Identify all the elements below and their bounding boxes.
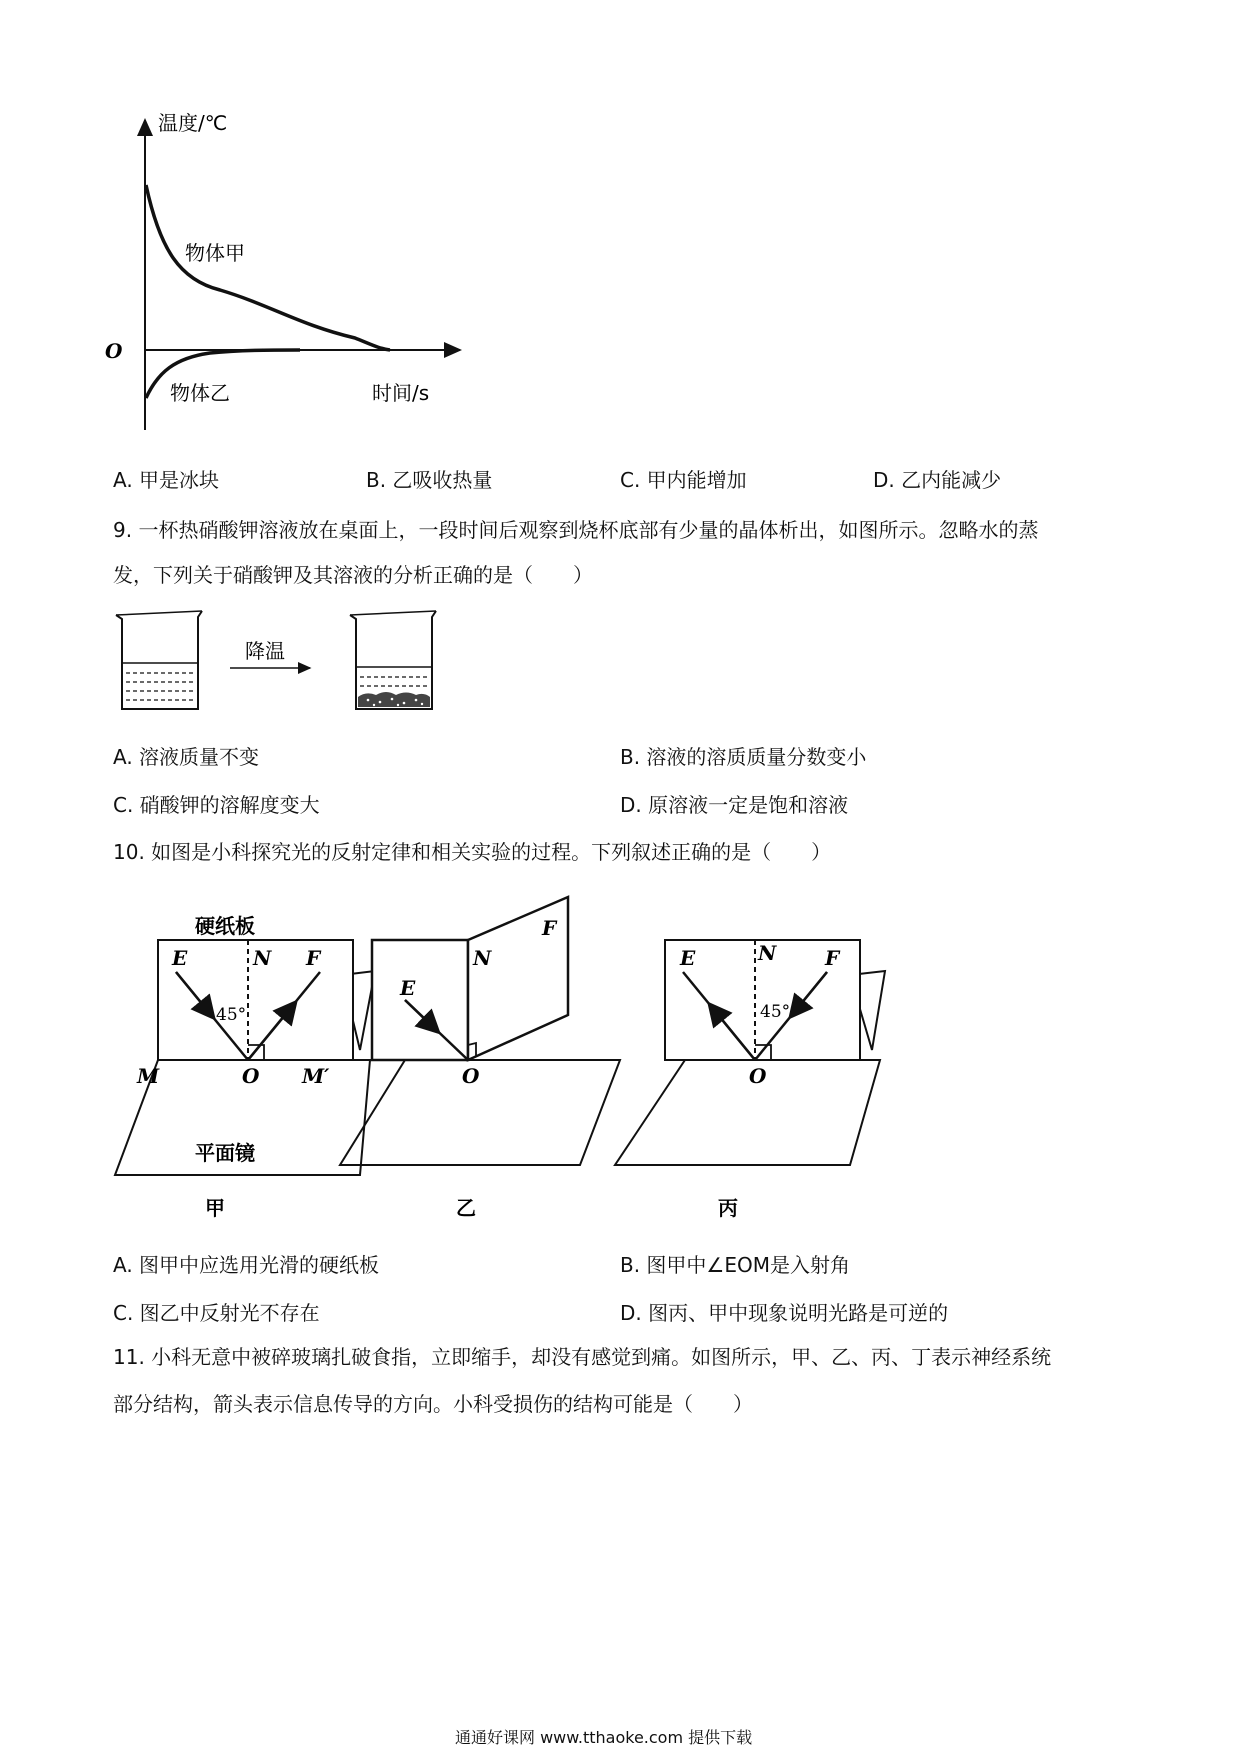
q9-option-b[interactable]: B. 溶液的溶质质量分数变小 <box>620 745 867 769</box>
figure-c <box>615 940 885 1220</box>
q10-option-c[interactable]: C. 图乙中反射光不存在 <box>113 1301 320 1325</box>
q9-stem-line2: 发，下列关于硝酸钾及其溶液的分析正确的是（ ） <box>113 563 593 587</box>
mirror-label: 平面镜 <box>195 1141 255 1165</box>
label-n-a: N <box>253 946 272 970</box>
figure-b <box>340 897 620 1220</box>
caption-c: 丙 <box>718 1196 738 1220</box>
q8-option-b[interactable]: B. 乙吸收热量 <box>366 468 493 492</box>
label-f-b: F <box>542 916 557 940</box>
q10-stem: 10. 如图是小科探究光的反射定律和相关实验的过程。下列叙述正确的是（ ） <box>113 840 832 864</box>
q9-option-a[interactable]: A. 溶液质量不变 <box>113 745 260 769</box>
label-o-c: O <box>749 1064 767 1088</box>
label-e-a: E <box>172 946 188 970</box>
beaker-cooling-figure <box>110 605 460 715</box>
label-o-b: O <box>462 1064 480 1088</box>
origin-label: O <box>105 339 123 363</box>
label-m-prime: M′ <box>302 1064 330 1088</box>
page-footer: 通通好课网 www.tthaoke.com 提供下载 <box>455 1728 753 1747</box>
q9-stem-line1: 9. 一杯热硝酸钾溶液放在桌面上，一段时间后观察到烧杯底部有少量的晶体析出，如图所示。忽略水的蒸 <box>113 518 1039 542</box>
curve-b-label: 物体乙 <box>170 381 230 405</box>
temperature-time-graph <box>100 110 500 440</box>
light-reflection-figures <box>110 885 910 1225</box>
label-f-c: F <box>825 946 840 970</box>
q9-option-d[interactable]: D. 原溶液一定是饱和溶液 <box>620 793 849 817</box>
q10-option-b[interactable]: B. 图甲中∠EOM是入射角 <box>620 1253 850 1277</box>
q9-option-c[interactable]: C. 硝酸钾的溶解度变大 <box>113 793 320 817</box>
cooling-label: 降温 <box>245 639 285 663</box>
cardboard-left-b <box>372 940 468 1060</box>
q8-option-c[interactable]: C. 甲内能增加 <box>620 468 747 492</box>
y-axis-label: 温度/℃ <box>158 111 228 135</box>
curve-a-label: 物体甲 <box>185 241 245 265</box>
figure-a <box>115 914 375 1220</box>
q11-stem-line1: 11. 小科无意中被碎玻璃扎破食指，立即缩手，却没有感觉到痛。如图所示，甲、乙、丙、丁表示神经系统 <box>113 1345 1052 1369</box>
label-e-b: E <box>400 976 416 1000</box>
q10-option-a[interactable]: A. 图甲中应选用光滑的硬纸板 <box>113 1253 380 1277</box>
label-o-a: O <box>242 1064 260 1088</box>
cardboard-label: 硬纸板 <box>195 914 255 938</box>
q10-option-d[interactable]: D. 图丙、甲中现象说明光路是可逆的 <box>620 1301 949 1325</box>
angle-label-c: 45° <box>760 1002 791 1022</box>
label-m: M <box>137 1064 160 1088</box>
beaker-before <box>116 611 202 709</box>
caption-a: 甲 <box>205 1196 225 1220</box>
q8-option-d[interactable]: D. 乙内能减少 <box>873 468 1002 492</box>
label-e-c: E <box>680 946 696 970</box>
caption-b: 乙 <box>456 1196 476 1220</box>
q8-option-a[interactable]: A. 甲是冰块 <box>113 468 220 492</box>
x-axis-label: 时间/s <box>372 381 430 405</box>
label-f-a: F <box>306 946 321 970</box>
label-n-c: N <box>758 941 777 965</box>
curve-object-a <box>146 185 390 350</box>
label-n-b: N <box>473 946 492 970</box>
beaker-after <box>350 611 436 709</box>
q11-stem-line2: 部分结构，箭头表示信息传导的方向。小科受损伤的结构可能是（ ） <box>113 1392 753 1416</box>
mirror-b <box>340 1060 620 1165</box>
mirror-c <box>615 1060 880 1165</box>
angle-label-a: 45° <box>216 1005 247 1025</box>
